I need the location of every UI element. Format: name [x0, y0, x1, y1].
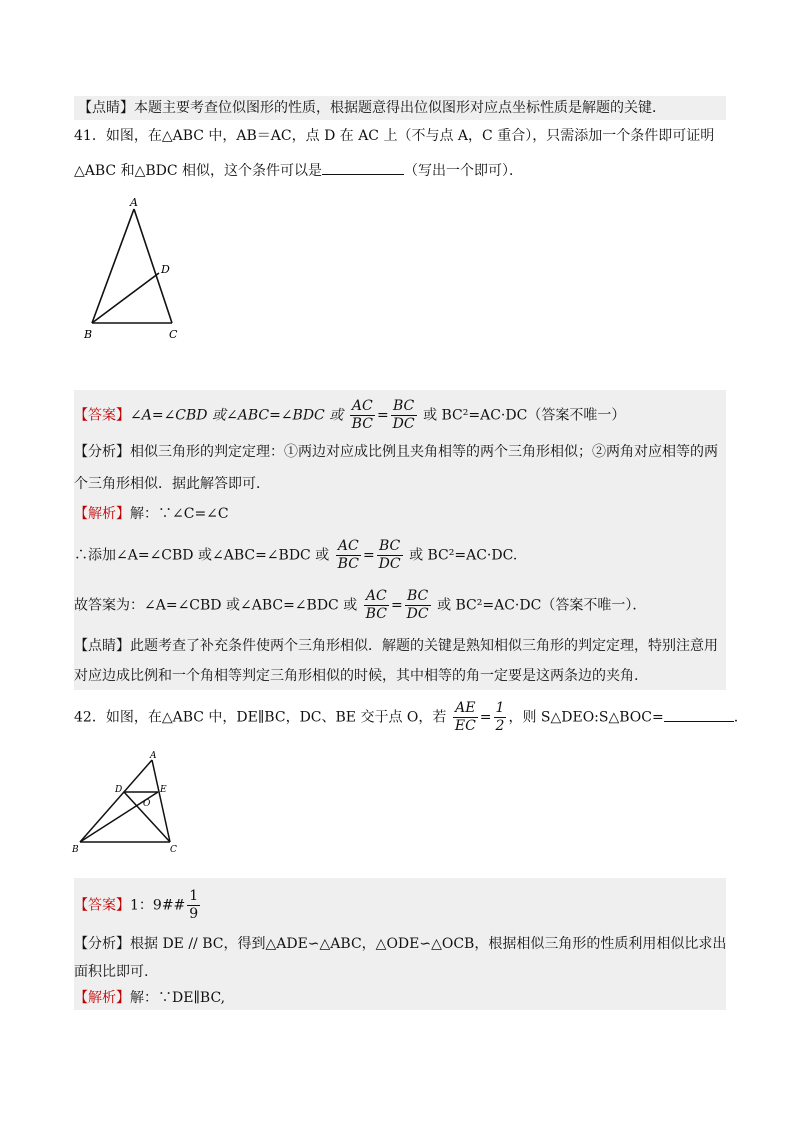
fraction-ac-bc: $\frac{AC}{BC}$: [351, 398, 373, 432]
q42-line1: 42．如图，在△ABC 中，DE∥BC，DC、BE 交于点 O，若 $\frac{AE}{EC}$ = $\frac{1}{2}$ ，则 S△DEO:S△BOC= .: [74, 700, 739, 734]
q42-analysis-2: 面积比即可.: [74, 964, 149, 980]
vertex-d-label: D: [115, 785, 123, 795]
vertex-b-label: B: [84, 328, 93, 341]
note-text: 本题主要考查位似图形的性质，根据题意得出位似图形对应点坐标性质是解题的关键．: [134, 100, 666, 116]
q41-line1: 41．如图，在△ABC 中，AB＝AC，点 D 在 AC 上（不与点 A，C 重合），只需添加一个条件即可证明: [74, 128, 715, 144]
top-note: [74, 96, 726, 120]
q42-solution-1: 【解析】解：∵DE∥BC,: [74, 990, 226, 1006]
triangle-figure-42: [70, 748, 190, 858]
vertex-a-label: A: [150, 751, 157, 761]
triangle-figure-41: [78, 195, 198, 345]
q41-line2: △ABC 和△BDC 相似，这个条件可以是 （写出一个即可）．: [74, 160, 523, 181]
answer-blank-42: [664, 707, 734, 722]
point-o-label: O: [143, 799, 151, 809]
vertex-e-label: E: [160, 785, 167, 795]
vertex-c-label: C: [169, 328, 178, 341]
vertex-a-label: A: [130, 196, 138, 209]
q41-answer: 【答案】∠A=∠CBD 或∠ABC=∠BDC 或 $\frac{AC}{BC}$ = $\frac{BC}{DC}$ 或 BC²=AC·DC（答案不唯一）: [74, 398, 626, 432]
q42-analysis-1: 【分析】根据 DE // BC，得到△ADE∽△ABC，△ODE∽△OCB，根据相似三角形的性质利用相似比求出: [74, 936, 727, 952]
answer-blank: [322, 160, 404, 175]
q41-note-1: 【点睛】此题考查了补充条件使两个三角形相似．解题的关键是熟知相似三角形的判定定理，特别注意用: [74, 638, 718, 654]
vertex-d-label: D: [161, 263, 170, 276]
q41-analysis-1: 【分析】相似三角形的判定定理：①两边对应成比例且夹角相等的两个三角形相似；②两角对应相等的两: [74, 444, 718, 460]
q41-solution-1: 【解析】解：∵∠C=∠C: [74, 506, 229, 522]
q41-note-2: 对应边成比例和一个角相等判定三角形相似的时候，其中相等的角一定要是这两条边的夹角.: [74, 668, 639, 684]
q41-analysis-2: 个三角形相似．据此解答即可．: [74, 476, 270, 492]
note-tag: 【点睛】: [78, 100, 134, 116]
vertex-c-label: C: [170, 845, 177, 855]
fraction-ae-ec: $\frac{AE}{EC}$: [454, 700, 476, 734]
fraction-half: $\frac{1}{2}$: [495, 700, 505, 734]
fraction-one-ninth: $\frac{1}{9}$: [189, 888, 199, 922]
fraction-bc-dc: $\frac{BC}{DC}$: [392, 398, 415, 432]
vertex-b-label: B: [72, 845, 79, 855]
q41-solution-3: 故答案为：∠A=∠CBD 或∠ABC=∠BDC 或 $\frac{AC}{BC}$ = $\frac{BC}{DC}$ 或 BC²=AC·DC（答案不唯一）．: [74, 588, 647, 622]
q41-solution-2: ∴添加∠A=∠CBD 或∠ABC=∠BDC 或 $\frac{AC}{BC}$ = $\frac{BC}{DC}$ 或 BC²=AC·DC.: [74, 538, 518, 572]
q42-answer: 【答案】1：9## $\frac{1}{9}$: [74, 888, 199, 922]
